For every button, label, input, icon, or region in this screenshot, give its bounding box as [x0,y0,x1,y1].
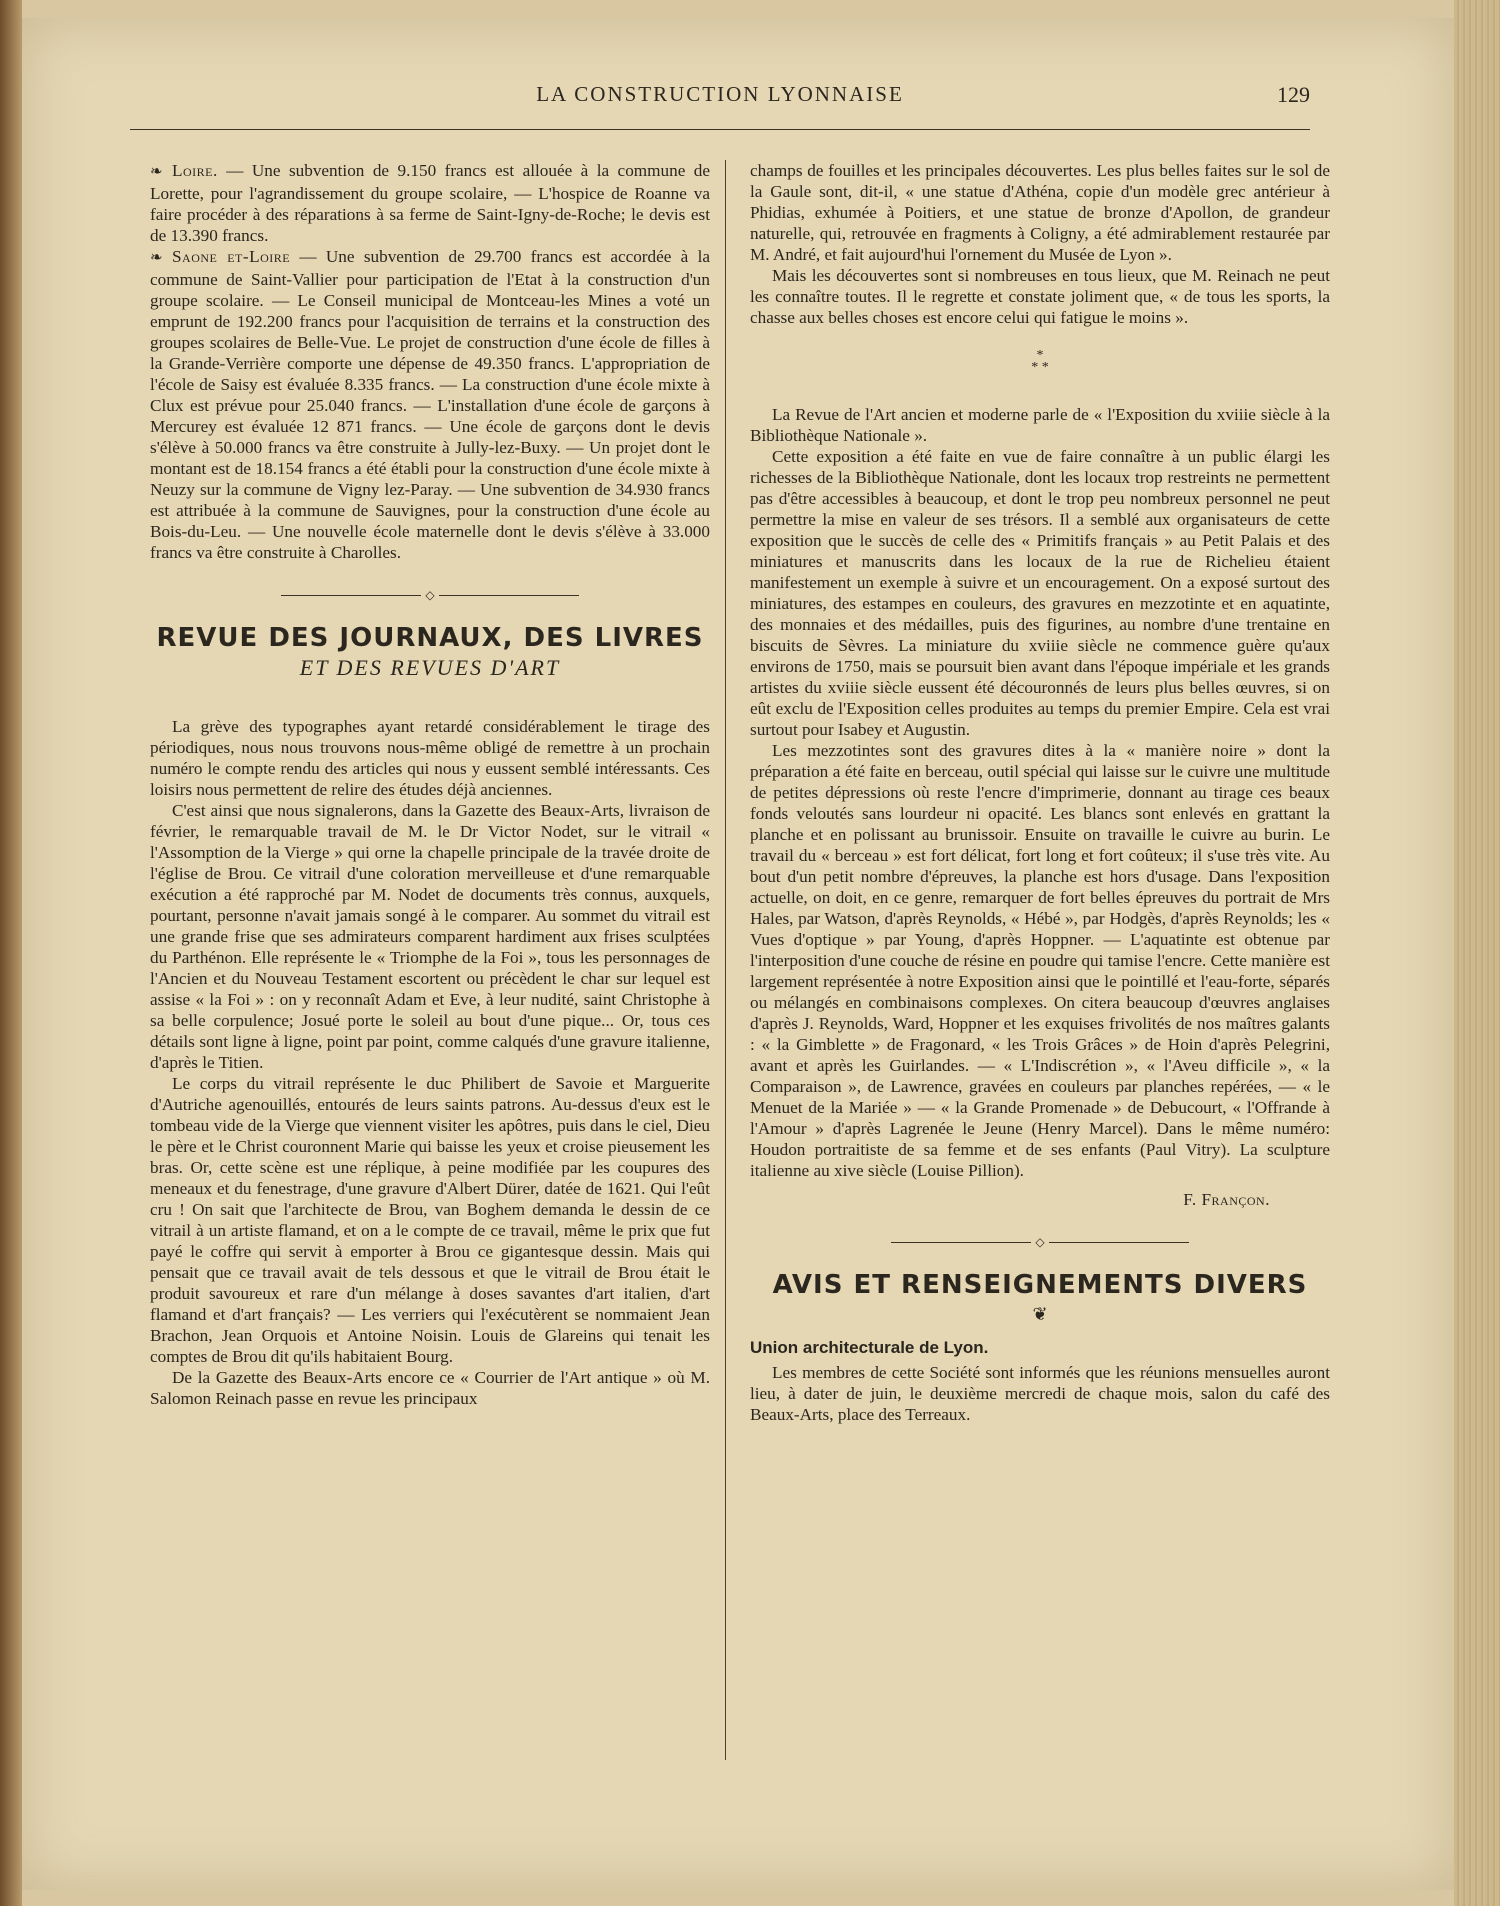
book-gutter [0,0,22,1906]
section-separator [750,1232,1330,1253]
avis-title: AVIS ET RENSEIGNEMENTS DIVERS [772,1270,1308,1300]
fleuron-icon: ❧ [150,250,163,266]
article-paragraph: Le corps du vitrail représente le duc Philibert de Savoie et Marguerite d'Autriche agenouillés, entourés de leurs saints patrons. Au-dessus d'eux est le tombeau vide de la Vierge que viennent visiter les apôtres, puis dans le ciel, Dieu le père et le Christ couronnent Marie qui baisse les yeux et croise pieusement les bras. Or, cette scène est une réplique, à peine modifiée par les coupures des meneaux et du fenestrage, d'une gravure d'Albert Dürer, datée de 1621. Qui l'eût cru ! On sait que l'architecte de Brou, van Boghem demanda le dessin de ce vitrail à un artiste flamand, et on a le compte de ce travail, même le prix que fut payé le coffre qui servit à emporter à Brou ce gigantesque dessin. Mais qui pensait que ce travail avait de tels dessous et que le vitrail de Brou était le produit savoureux et rare d'un mélange à doses savantes d'art italien, d'art flamand et d'art français? — Les verriers qui l'exécutèrent se nommaient Jean Brachon, Jean Orquois et Antoine Noisin. Louis de Glareins qui tenait les comptes de Brou dit qu'ils habitaient Bourg. [150,1074,710,1366]
page-header [130,82,1310,122]
union-title: Union architecturale de Lyon. [750,1338,989,1357]
page-edges [1454,0,1500,1906]
article-paragraph: Mais les découvertes sont si nombreuses en tous lieux, que M. Reinach ne peut les connaître toutes. Il le regrette et constate joliment que, « de tous les sports, la chasse aux belles choses est encore celui qui fatigue le moins ». [750,266,1330,327]
flourish-icon: ❦ [1032,1304,1048,1324]
fleuron-icon: ❧ [150,164,163,180]
article-paragraph: La grève des typographes ayant retardé considérablement le tirage des périodiques, nous nous trouvons nous-même obligé de remettre à un prochain numéro le compte rendu des articles qui nous y eussent semblé intéressants. Ces loisirs nous permettent de relire des études déjà anciennes. [150,717,710,799]
article-paragraph: C'est ainsi que nous signalerons, dans la Gazette des Beaux-Arts, livraison de février, le remarquable travail de M. le Dr Victor Nodet, sur le vitrail « l'Assomption de la Vierge » qui orne la chapelle principale de la travée droite de l'église de Brou. Ce vitrail d'une coloration merveilleuse et d'une remarquable exécution a été rapproché par M. Nodet de documents très connus, auxquels, pourtant, personne n'avait jamais songé à le comparer. Au sommet du vitrail est une grande frise que ses admirateurs comparent hardiment aux frises sculptées du Parthénon. Elle représente le « Triomphe de la Foi », tous les personnages de l'Ancien et du Nouveau Testament escortent ou précèdent le char sur lequel est assise « la Foi » : on y reconnaît Adam et Eve, à leur nudité, saint Christophe à sa belle corpulence; Josué porte le soleil au bout d'une pique... Or, tous ces détails sont ligne à ligne, point par point, comme calqués d'une gravure italienne, d'après le Titien. [150,801,710,1072]
running-title: LA CONSTRUCTION LYONNAISE [536,82,904,106]
loire-text: — Une subvention de 9.150 francs est allouée à la commune de Lorette, pour l'agrandissement du groupe scolaire, — L'hospice de Roanne va faire procéder à des réparations à sa ferme de Saint-Igny-de-Roche; le devis est de 13.390 francs. [150,161,711,245]
diamond-icon: ◇ [1035,1235,1045,1249]
region-loire: Loire. [172,161,218,180]
revue-title: REVUE DES JOURNAUX, DES LIVRES [156,623,704,653]
loire-paragraph [150,160,710,246]
union-text: Les membres de cette Société sont informés que les réunions mensuelles auront lieu, à dater de juin, le deuxième mercredi de chaque mois, salon du café des Beaux-Arts, place des Terreaux. [750,1363,1330,1424]
asterism-separator: * * * [1031,348,1049,375]
section-separator [150,585,710,606]
article-paragraph: Cette exposition a été faite en vue de faire connaître à un public élargi les richesses de la Bibliothèque Nationale, dont les locaux trop restreints ne permettent pas d'être accessibles à beaucoup, et dont le trop peu nombreux personnel ne peut permettre la mise en valeur de ses trésors. Il a semblé aux organisateurs de cette exposition que le succès de celle des « Primitifs français » au Petit Palais et des miniatures et manuscrits dans les locaux de la rue de Richelieu étaient manifestement un exemple à suivre et un encouragement. On a exposé surtout des miniatures, des estampes en couleurs, des gravures en mezzotinte et en aquatinte, des monnaies et des médailles, puis des figurines, au nombre d'une trentaine en biscuits de Sèvres. La miniature du xviiie siècle ne commence guère qu'aux environs de 1750, mais se poursuit bien avant dans l'époque impériale et les grands artistes du xviiie siècle eussent été découronnés de leurs plus belles œuvres, si on eût exclu de l'Exposition celles produites au temps du premier Empire. Cela est vrai surtout pour Isabey et Augustin. [750,447,1330,739]
region-saone: Saone et-Loire [172,247,291,266]
diamond-icon: ◇ [425,588,435,602]
saone-text: — Une subvention de 29.700 francs est accordée à la commune de Saint-Vallier pour participation de l'Etat à la construction d'un groupe scolaire. — Le Conseil municipal de Montceau-les Mines a voté un emprunt de 192.200 francs pour l'acquisition de terrains et la construction des groupes scolaires de Belle-Vue. Le projet de construction d'une école de filles à la Grande-Verrière comporte une dépense de 49.350 francs. L'appropriation de l'école de Saisy est évaluée 8.335 francs. — La construction d'une école mixte à Clux est prévue pour 25.040 francs. — L'installation d'une école de garçons à Mercurey est évaluée 12 871 francs. — Une école de garçons dont le devis s'élève à 50.000 francs va être construite à Jully-lez-Buxy. — Un projet dont le montant est de 18.154 francs a été établi pour la construction d'une école mixte à Neuzy sur la commune de Vigny lez-Paray. — Une subvention de 34.930 francs est attribuée à la commune de Sauvignes, pour la construction d'une école au Bois-du-Leu. — Une nouvelle école maternelle dont le devis s'élève à 33.000 francs va être construite à Charolles. [150,247,711,562]
revue-subtitle: ET DES REVUES D'ART [299,655,561,680]
article-paragraph: De la Gazette des Beaux-Arts encore ce « Courrier de l'Art antique » où M. Salomon Reinach passe en revue les principaux [150,1368,710,1408]
article-paragraph: Les mezzotintes sont des gravures dites à la « manière noire » dont la préparation a été faite en berceau, outil spécial qui laisse sur le cuivre une multitude de petites dépressions où reste l'encre d'imprimerie, donnant au tirage ces beaux fonds veloutés sans lourdeur ni opacité. Les blancs sont enlevés en grattant la planche et en polissant au brunissoir. Ensuite on travaille le cuivre au burin. Le travail du « berceau » est fort délicat, fort long et fort coûteux; il s'use très vite. Au bout d'un petit nombre d'épreuves, la planche est hors d'usage. Dans l'exposition actuelle, on doit, en ce genre, remarquer de fort belles épreuves du portrait de Mrs Hales, par Watson, d'après Reynolds, « Hébé », par Hodgès, d'après Reynolds; les « Vues d'optique » par Young, d'après Hoppner. — L'aquatinte est obtenue par l'interposition d'une couche de résine en poudre qui tamise l'encre. Cette manière est largement représentée à notre Exposition ainsi que le pointillé et l'eau-forte, séparés ou mélangés en combinaisons complexes. On citera beaucoup d'œuvres anglaises d'après J. Reynolds, Ward, Hoppner et les exquises frivolités de nos maîtres galants : « la Gimblette » de Fragonard, « les Trois Grâces » de Hoin d'après Pelegrini, avant et après les Guirlandes. — « L'Indiscrétion », « l'Aveu difficile », « la Comparaison », de Lawrence, gravées en couleurs par planches repérées, — « le Menuet de la Mariée » — « la Grande Promenade » de Debucourt, « l'Offrande à l'Amour » d'après Lagrenée le Jeune (Henry Marcel). Dans le même numéro: Houdon portraitiste de sa femme et de ses enfants (Paul Vitry). La sculpture italienne au xive siècle (Louise Pillion). [750,741,1330,1180]
column-divider [725,160,726,1760]
author-signature: F. Françon. [1183,1190,1270,1209]
left-column [150,160,710,1409]
right-column [750,160,1330,1425]
saone-paragraph [150,246,710,563]
page-number: 129 [1277,82,1310,107]
article-paragraph: champs de fouilles et les principales découvertes. Les plus belles faites sur le sol de la Gaule sont, dit-il, « une statue d'Athéna, copie d'un modèle grec antérieur à Phidias, exhumée à Poitiers, et une statue de bronze d'Apollon, de grandeur naturelle, qui, retrouvée en fragments à Coligny, a été admirablement restaurée par M. André, et fait aujourd'hui l'ornement du Musée de Lyon ». [750,161,1330,264]
article-paragraph: La Revue de l'Art ancien et moderne parle de « l'Exposition du xviiie siècle à la Bibliothèque Nationale ». [750,405,1330,445]
header-rule [130,129,1310,130]
